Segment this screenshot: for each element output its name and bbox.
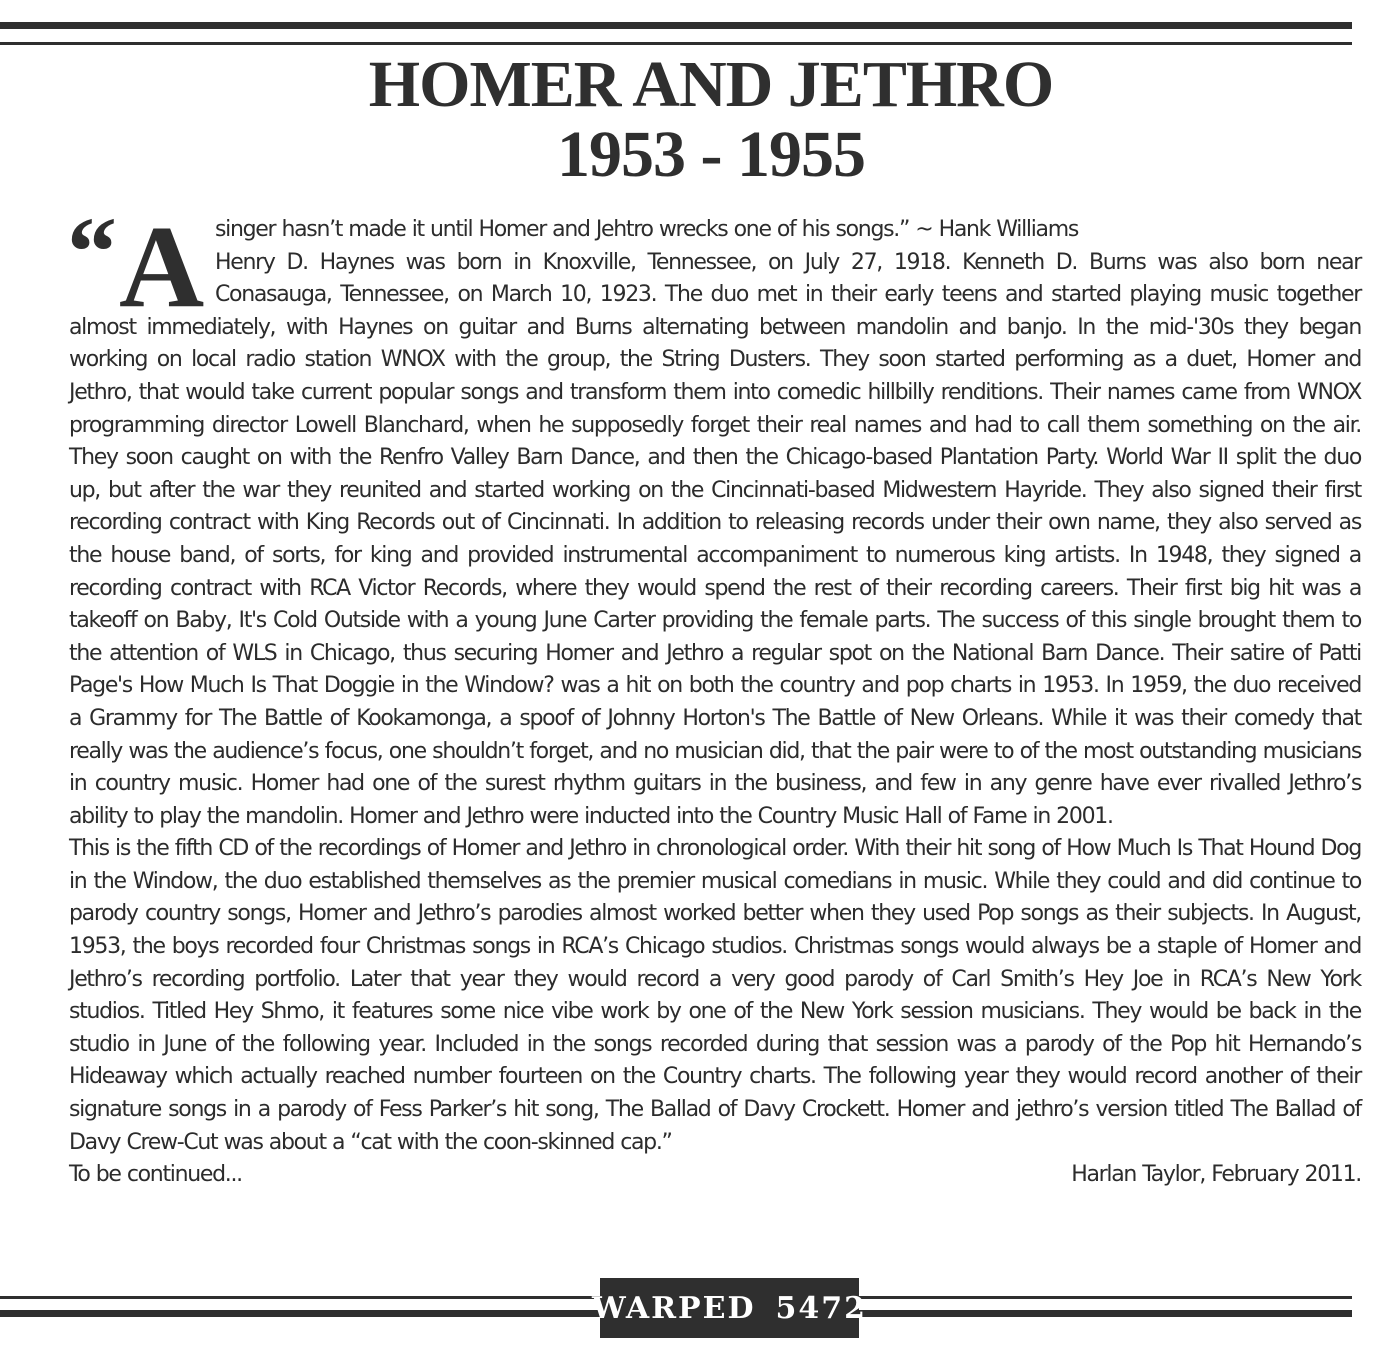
quote-line: singer hasn’t made it until Homer and Jehtro wrecks one of his songs.” ~ Hank Williams	[215, 217, 1078, 242]
liner-notes	[67, 196, 1361, 1192]
closing-line	[69, 1159, 1361, 1192]
top-rule-thin	[0, 42, 1352, 45]
to-be-continued: To be continued...	[69, 1162, 242, 1188]
title-years: 1953 - 1955	[557, 118, 865, 191]
top-rule-thick	[0, 22, 1352, 29]
catalog-badge	[592, 1278, 867, 1338]
catalog-label: WARPED	[592, 1290, 756, 1326]
page-title	[0, 50, 1400, 190]
drop-cap-quote-mark: “	[67, 196, 116, 307]
author-signature: Harlan Taylor, February 2011.	[1071, 1162, 1361, 1188]
cd-notes-paragraph: This is the fifth CD of the recordings of Homer and Jethro in chronological order. With their hit song of How Much Is That Hound Dog in the Window, the duo established themselves as the premier musical comedians in music. While they could and did continue to parody country songs, Homer and Jethro’s parodies almost worked better when they used Pop songs as their subjects. In August, 1953, the boys recorded four Christmas songs in RCA’s Chicago studios. Christmas songs would always be a staple of Homer and Jethro’s recording portfolio. Later that year they would record a very good parody of Carl Smith’s Hey Joe in RCA’s New York studios. Titled Hey Shmo, it features some nice vibe work by one of the New York session musicians. They would be back in the studio in June of the following year. Included in the songs recorded during that session was a parody of the Pop hit Hernando’s Hideaway which actually reached number fourteen on the Country charts. The following year they would record another of their signature songs in a parody of Fess Parker’s hit song, The Ballad of Davy Crockett. Homer and jethro’s version titled The Ballad of Davy Crew-Cut was about a “cat with the coon-skinned cap.”	[69, 836, 1361, 1155]
catalog-number: 5472	[775, 1290, 867, 1326]
biography-paragraph: Henry D. Haynes was born in Knoxville, Tennessee, on July 27, 1918. Kenneth D. Burns was also born near Conasauga, Tennessee, on March 10, 1923. The duo met in their early teens and started playing music together almost immediately, with Haynes on guitar and Burns alternating between mandolin and banjo. In the mid-'30s they began working on local radio station WNOX with the group, the String Dusters. They soon started performing as a duet, Homer and Jethro, that would take current popular songs and transform them into comedic hillbilly renditions. Their names came from WNOX programming director Lowell Blanchard, when he supposedly forget their real names and had to call them something on the air. They soon caught on with the Renfro Valley Barn Dance, and then the Chicago-based Plantation Party. World War II split the duo up, but after the war they reunited and started working on the Cincinnati-based Midwestern Hayride. They also signed their first recording contract with King Records out of Cincinnati. In addition to releasing records under their own name, they also served as the house band, of sorts, for king and provided instrumental accompaniment to numerous king artists. In 1948, they signed a recording contract with RCA Victor Records, where they would spend the rest of their recording careers. Their first big hit was a takeoff on Baby, It's Cold Outside with a young June Carter providing the female parts. The success of this single brought them to the attention of WLS in Chicago, thus securing Homer and Jethro a regular spot on the National Barn Dance. Their satire of Patti Page's How Much Is That Doggie in the Window? was a hit on both the country and pop charts in 1953. In 1959, the duo received a Grammy for The Battle of Kookamonga, a spoof of Johnny Horton's The Battle of New Orleans. While it was their comedy that really was the audience’s focus, one shouldn’t forget, and no musician did, that the pair were to of the most outstanding musicians in country music. Homer had one of the surest rhythm guitars in the business, and few in any genre have ever rivalled Jethro’s ability to play the mandolin. Homer and Jethro were inducted into the Country Music Hall of Fame in 2001.	[69, 249, 1361, 829]
drop-cap-letter: A	[119, 201, 203, 332]
title-artist: HOMER AND JETHRO	[368, 48, 1054, 121]
drop-cap	[67, 196, 215, 332]
